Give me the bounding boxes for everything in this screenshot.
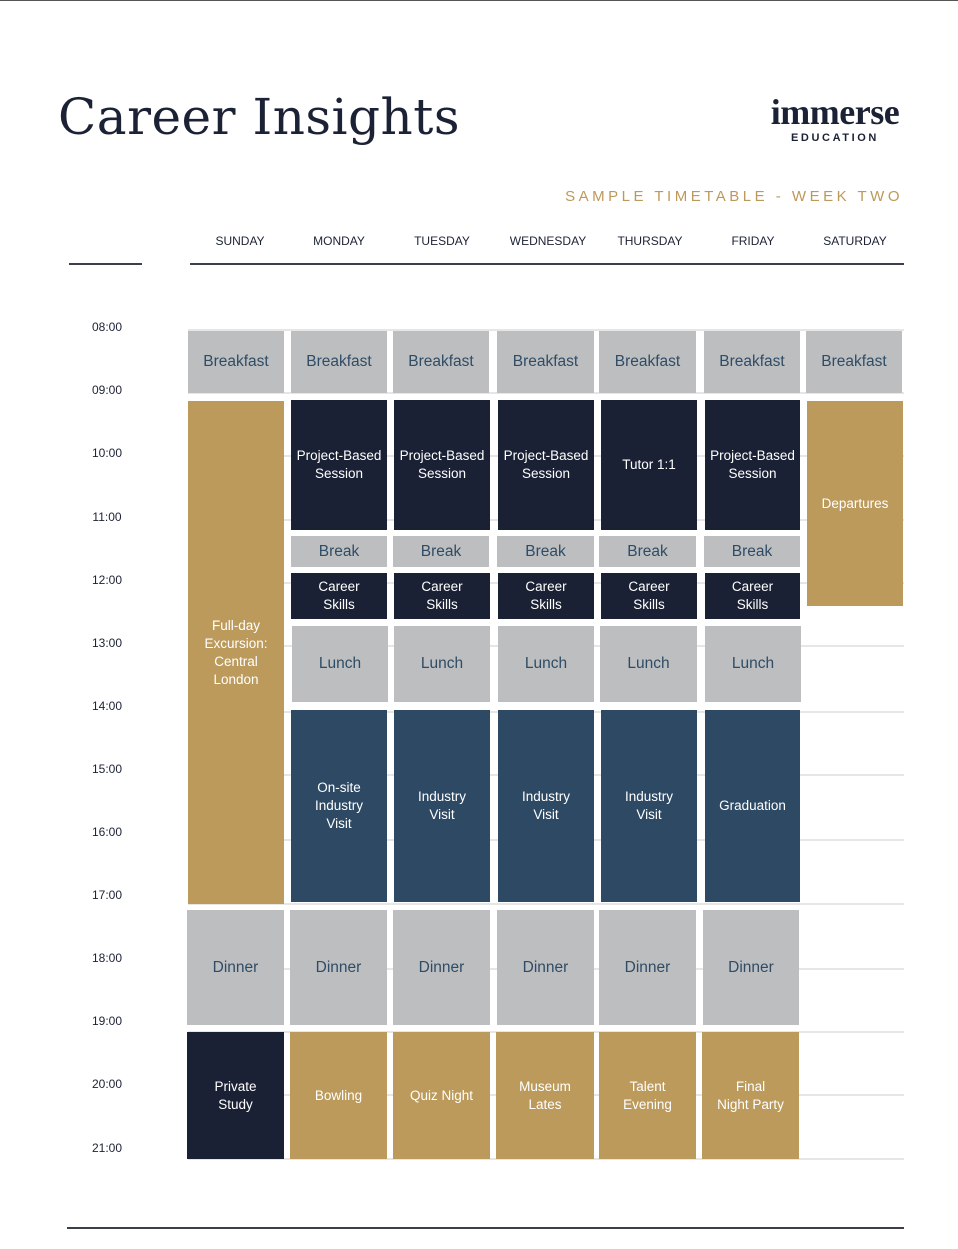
sunday-breakfast (188, 331, 284, 393)
block-label: Industry Visit (624, 789, 674, 822)
block-label: Lunch (318, 655, 362, 672)
tuesday-breakfast (393, 331, 489, 393)
day-header-thursday: THURSDAY (617, 234, 683, 248)
block-label: Break (318, 542, 360, 560)
block-label: Lunch (420, 655, 464, 672)
block-label: Industry Visit (417, 789, 467, 822)
wednesday-breakfast (497, 331, 594, 393)
monday-break (291, 536, 387, 567)
block-label: Career Skills (421, 579, 463, 612)
time-label: 09:00 (91, 383, 123, 397)
time-label: 17:00 (91, 888, 123, 902)
wednesday-museum-lates (496, 1032, 594, 1159)
block-label: Career Skills (525, 579, 567, 612)
block-label: Lunch (731, 655, 775, 672)
block-label: Breakfast (512, 353, 579, 370)
day-header-wednesday: WEDNESDAY (509, 234, 587, 248)
saturday-breakfast (806, 331, 902, 393)
wednesday-career-skills (498, 573, 594, 619)
time-label: 10:00 (91, 446, 123, 460)
saturday-departures (807, 401, 903, 606)
monday-lunch (292, 626, 388, 702)
tuesday-industry-visit (394, 710, 490, 902)
bottom-divider (67, 1227, 904, 1229)
page-title: Career Insights (58, 88, 461, 146)
block-label: Breakfast (719, 353, 785, 370)
block-label: Dinner (624, 958, 671, 976)
block-label: Break (731, 542, 773, 560)
block-label: Dinner (212, 958, 259, 976)
block-label: Project-Based Session (399, 448, 485, 481)
wednesday-break (497, 536, 594, 567)
thursday-break (599, 536, 696, 567)
block-label: Graduation (719, 798, 786, 813)
block-label: Final Night Party (717, 1078, 784, 1112)
time-label: 14:00 (91, 699, 123, 713)
block-label: Departures (821, 495, 889, 511)
brand-subtitle: EDUCATION (791, 132, 879, 144)
block-label: Dinner (315, 958, 362, 976)
block-label: Break (525, 542, 566, 560)
block-label: Lunch (627, 655, 670, 672)
day-header-saturday: SATURDAY (823, 234, 887, 248)
block-label: Tutor 1:1 (622, 457, 676, 472)
thursday-industry-visit (601, 710, 697, 902)
time-label: 16:00 (91, 825, 123, 839)
day-header-tuesday: TUESDAY (414, 234, 470, 248)
block-label: Project-Based Session (710, 448, 795, 481)
wednesday-dinner (497, 910, 594, 1025)
tuesday-dinner (393, 910, 490, 1025)
block-label: Bowling (314, 1087, 363, 1103)
block-label: Break (627, 542, 668, 560)
sunday-excursion (188, 401, 284, 904)
friday-project-session (705, 400, 800, 530)
block-label: Full-day Excursion: Central London (204, 617, 268, 687)
top-border (0, 0, 958, 1)
block-label: Career Skills (628, 579, 670, 612)
time-label: 11:00 (92, 510, 122, 524)
block-label: Talent Evening (623, 1078, 672, 1112)
friday-dinner (703, 910, 799, 1025)
wednesday-project-session (498, 400, 594, 530)
monday-career-skills (291, 573, 387, 619)
tuesday-career-skills (394, 573, 490, 619)
tuesday-break (393, 536, 489, 567)
wednesday-industry-visit (498, 710, 594, 902)
friday-career-skills (705, 573, 800, 619)
friday-break (704, 536, 800, 567)
day-header-monday: MONDAY (313, 234, 365, 248)
hour-gridline (188, 903, 904, 905)
brand-name: immerse (770, 92, 900, 132)
tuesday-project-session (394, 400, 490, 530)
time-label: 13:00 (91, 636, 123, 650)
monday-breakfast (291, 331, 387, 393)
monday-dinner (290, 910, 387, 1025)
timetable-subtitle: SAMPLE TIMETABLE - WEEK TWO (565, 188, 903, 205)
block-label: Career Skills (318, 579, 360, 612)
time-label: 08:00 (91, 320, 123, 334)
time-label: 18:00 (91, 951, 123, 965)
block-label: Career Skills (731, 579, 774, 612)
thursday-dinner (599, 910, 696, 1025)
block-label: Museum Lates (519, 1078, 571, 1112)
monday-industry-visit (291, 710, 387, 902)
block-label: Private Study (214, 1078, 257, 1112)
block-label: Project-Based Session (296, 448, 382, 481)
wednesday-lunch (498, 626, 594, 702)
tuesday-lunch (394, 626, 490, 702)
time-label: 15:00 (91, 762, 123, 776)
block-label: Industry Visit (521, 789, 571, 822)
thursday-tutor-session (601, 400, 697, 530)
thursday-talent-evening (599, 1032, 696, 1159)
block-label: Lunch (524, 655, 568, 672)
thursday-breakfast (599, 331, 696, 393)
block-label: Dinner (728, 958, 774, 976)
friday-breakfast (704, 331, 800, 393)
block-label: Breakfast (614, 353, 681, 370)
monday-bowling (290, 1032, 387, 1159)
time-label: 12:00 (91, 573, 123, 587)
day-header-friday: FRIDAY (731, 234, 775, 248)
day-header-divider (190, 263, 904, 265)
block-label: Dinner (418, 958, 465, 976)
block-label: Breakfast (821, 353, 887, 370)
block-label: Quiz Night (409, 1087, 474, 1103)
time-label: 19:00 (91, 1014, 123, 1028)
sunday-dinner (187, 910, 284, 1025)
time-column-divider (69, 263, 142, 265)
sunday-private-study (187, 1032, 284, 1159)
time-label: 20:00 (91, 1077, 123, 1091)
friday-lunch (705, 626, 801, 702)
tuesday-quiz-night (393, 1032, 490, 1159)
block-label: Breakfast (408, 353, 474, 370)
block-label: Breakfast (306, 353, 372, 370)
brand-logo (760, 94, 910, 144)
block-label: Project-Based Session (503, 448, 589, 481)
block-label: Break (420, 542, 462, 560)
thursday-lunch (600, 626, 697, 702)
block-label: Breakfast (203, 353, 269, 370)
monday-project-session (291, 400, 387, 530)
block-label: On-site Industry Visit (314, 780, 364, 831)
day-header-sunday: SUNDAY (215, 234, 265, 248)
thursday-career-skills (601, 573, 697, 619)
friday-final-night-party (702, 1032, 799, 1159)
time-label: 21:00 (91, 1141, 123, 1155)
block-label: Dinner (522, 958, 569, 976)
friday-graduation (705, 710, 800, 902)
